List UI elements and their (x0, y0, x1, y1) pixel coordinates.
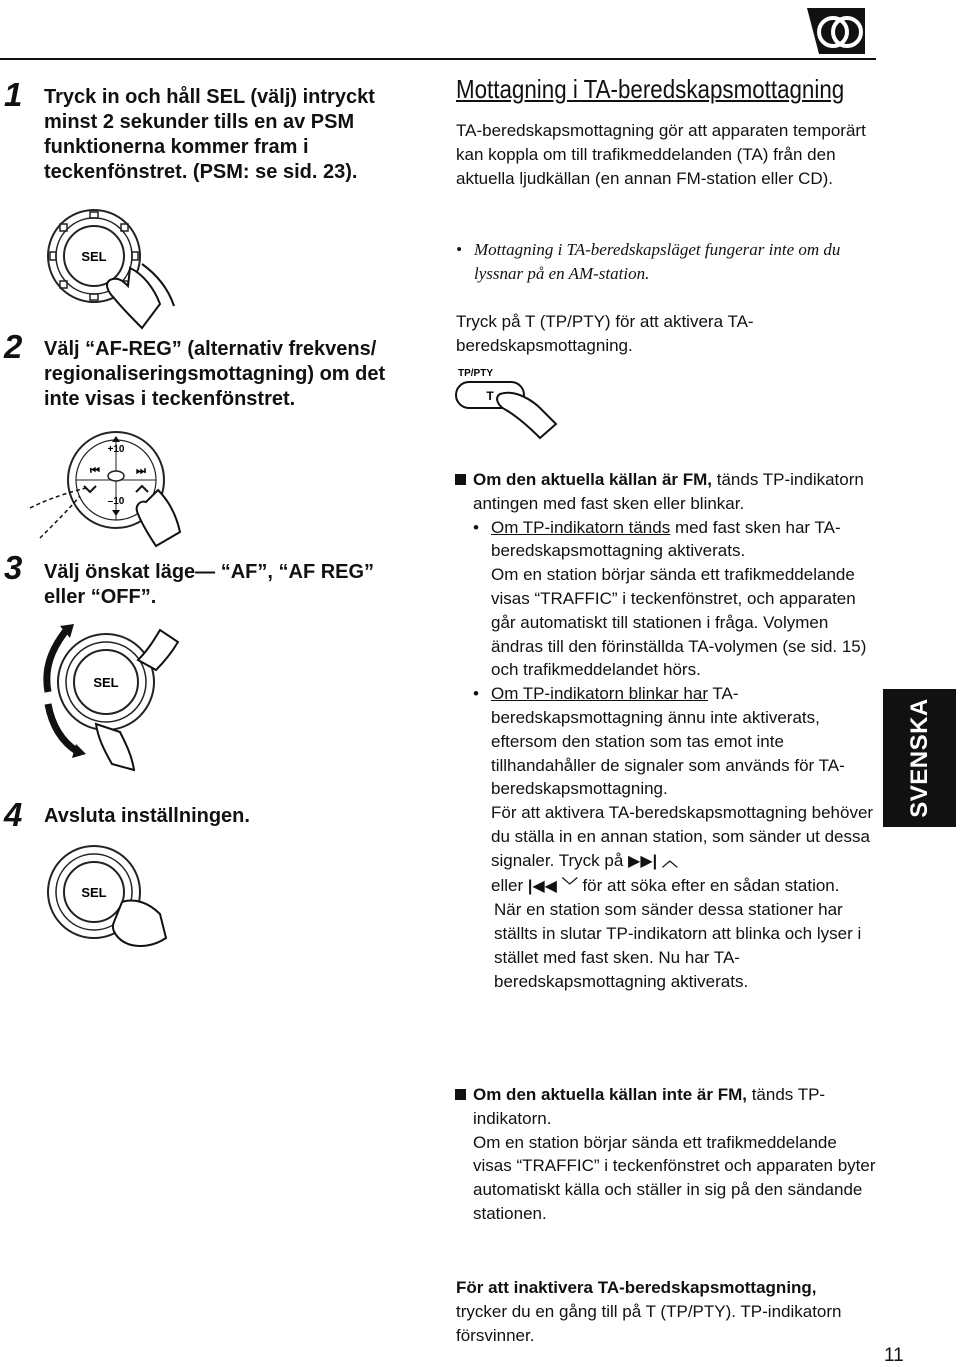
step-2-number: 2 (4, 328, 23, 365)
svg-text:⏮: ⏮ (90, 464, 100, 477)
nonfm-paragraph-2: Om en station börjar sända ett trafikmeddelande visas “TRAFFIC” i teckenfönstret och apparaten byter automatiskt källa och ställer in sig på den sändande stationen. (473, 1132, 876, 1223)
sel-label: SEL (81, 249, 107, 264)
nonfm-heading-rest: tänds TP-indikatorn. (473, 1085, 826, 1128)
step-2-text: Välj “AF-REG” (alternativ frekvens/ regionaliseringsmottagning) om det inte visas i teckenfönstret. (44, 338, 386, 410)
sel-knob-illustration-4 (38, 842, 178, 957)
sel-knob-illustration (38, 208, 178, 338)
fm-source-section (455, 468, 875, 994)
sel-label-3: SEL (93, 675, 119, 690)
step-1-text: Tryck in och håll SEL (välj) intryckt minst 2 sekunder tills en av PSM funktionerna kommer fram i teckenfönstret. (PSM: se sid. 23). (44, 86, 375, 183)
ta-intro: TA-beredskapsmottagning gör att apparaten temporärt kan koppla om till trafikmeddelanden (TA) från den aktuella ljudkällan (en annan FM-station eller CD). (456, 121, 866, 188)
bullet-2-paragraph-3: När en station som sänder dessa stationer har ställts in slutar TP-indikatorn att blinka och lyser i stället med fast sken. Nu har TA-beredskapsmottagning aktiverats. (494, 900, 862, 991)
bullet-2-p2-text-b: eller (491, 875, 524, 895)
bullet-1-paragraph-2: Om en station börjar sända ett trafikmeddelande visas “TRAFFIC” i teckenfönstret, och apparaten går automatiskt till stationen i fråga. Volymen ändras till den förinställda TA-volymen (se sid. 15) och trafikmeddelandet hörs. (491, 565, 867, 680)
fm-heading: Om den aktuella källan är FM, (473, 470, 713, 489)
seek-pad-illustration (30, 428, 210, 548)
sel-knob-rotate-illustration (38, 620, 188, 780)
brand-logo (803, 8, 867, 56)
fm-heading-rest: tänds TP-indikatorn antingen med fast sken eller blinkar. (473, 470, 864, 513)
bullet-2-p2-text-c: för att söka efter en sådan station. (582, 875, 840, 895)
bullet-icon: • (473, 684, 479, 704)
bullet-2-rest: TA-beredskapsmottagning ännu inte aktiverats, eftersom den station som tas emot inte tillhandahåller de signaler som används för TA-beredskapsmottagning. (491, 684, 845, 799)
am-note-text: Mottagning i TA-beredskapsläget fungerar inte om du lyssnar på en AM-station. (474, 240, 841, 283)
page-number: 11 (884, 1345, 904, 1366)
nonfm-heading: Om den aktuella källan inte är FM, (473, 1085, 747, 1104)
bullet-1-rest: med fast sken har TA-beredskapsmottagning aktiverats. (491, 517, 841, 561)
deactivate-heading: För att inaktivera TA-beredskapsmottagning, (456, 1278, 817, 1297)
step-1-number: 1 (4, 76, 23, 113)
bullet-2-paragraph-2 (491, 801, 875, 898)
press-t-instruction: Tryck på T (TP/PTY) för att aktivera TA-beredskapsmottagning. (456, 312, 754, 355)
deactivate-section (456, 1276, 866, 1347)
tp-pty-button-illustration (456, 364, 566, 444)
chevron-up-icon: ︿ (661, 852, 678, 870)
plus10-label: +10 (107, 444, 125, 455)
svg-text:⏭: ⏭ (136, 464, 146, 477)
tp-label: TP/PTY (458, 368, 494, 379)
bullet-2-p2-text-a: För att aktivera TA-beredskapsmottagning behöver du ställa in en annan station, som sänder ut dessa signaler. Tryck på (491, 803, 874, 870)
square-bullet-icon (455, 1089, 466, 1100)
non-fm-source-section (455, 1083, 880, 1226)
rewind-icon: |◀◀ (527, 877, 557, 895)
square-bullet-icon (455, 474, 466, 485)
language-tab-label: SVENSKA (905, 698, 933, 818)
step-3-text: Välj önskat läge— “AF”, “AF REG” eller “OFF”. (44, 561, 375, 608)
am-note (456, 238, 876, 286)
t-label: T (486, 389, 494, 403)
chevron-down-icon: ﹀ (561, 877, 578, 895)
header-rule (0, 58, 876, 60)
sel-label-4: SEL (81, 885, 107, 900)
deactivate-text: trycker du en gång till på T (TP/PTY). TP-indikatorn försvinner. (456, 1301, 842, 1345)
page-title: Mottagning i TA-beredskapsmottagning (456, 74, 845, 104)
minus10-label: –10 (107, 496, 125, 507)
step-3-number: 3 (4, 549, 23, 586)
bullet-2-underlined: Om TP-indikatorn blinkar har (491, 684, 708, 704)
language-tab (883, 689, 956, 827)
step-4-text: Avsluta inställningen. (44, 805, 250, 827)
bullet-1-underlined: Om TP-indikatorn tänds (491, 517, 671, 537)
bullet-icon: • (456, 240, 462, 259)
fast-forward-icon: ▶▶| (628, 852, 658, 870)
step-4-number: 4 (4, 796, 23, 833)
bullet-icon: • (473, 517, 479, 537)
